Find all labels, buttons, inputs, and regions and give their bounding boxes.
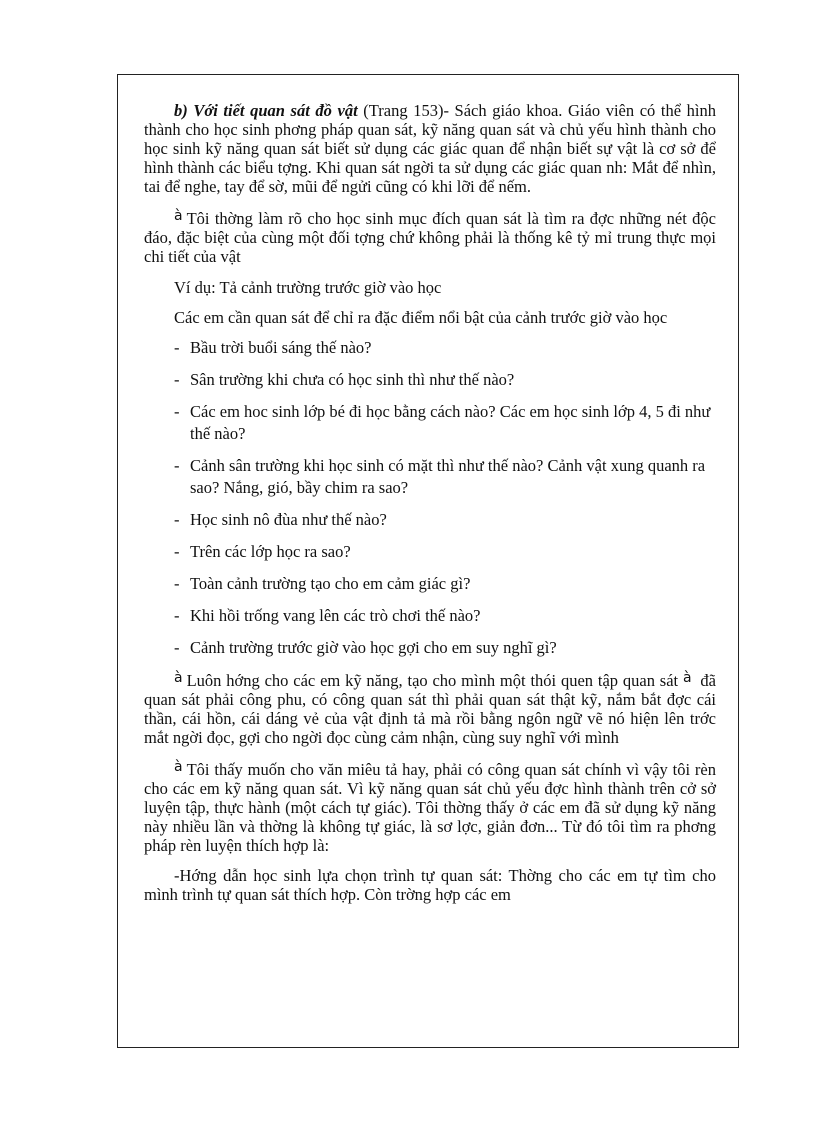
paragraph-method-text: Tôi thấy muốn cho văn miêu tả hay, phải có công quan sát chính vì vậy tôi rèn cho các em kỹ năng quan sát. Vì kỹ năng quan sát chủ yếu đợc hình thành trên cở sở luyện tập, thực hành (một cách tự giác). Tôi thờng thấy ở các em đã sử dụng kỹ năng này nhiều lần và thờng là không tự giác, là sơ lợc, giản đơn... Từ đó tôi tìm ra phơng pháp rèn luyện thích hợp là: [144,760,716,855]
list-item: - Cảnh sân trường khi học sinh có mặt thì như thế nào? Cảnh vật xung quanh ra sao? Nắng, gió, bầy chim ra sao? [174,456,706,497]
paragraph-purpose [144,207,716,266]
list-item: - Trên các lớp học ra sao? [174,542,351,561]
list-item: - Cảnh trường trước giờ vào học gợi cho em suy nghĩ gì? [174,638,557,657]
paragraph-purpose-text: Tôi thờng làm rõ cho học sinh mục đích quan sát là tìm ra đợc những nét độc đáo, đặc biệt của cùng một đối tợng chứ không phải là thống kê tỷ mỉ trung thực mọi chi tiết của vật [144,209,716,266]
list-item: - Các em hoc sinh lớp bé đi học bằng cách nào? Các em học sinh lớp 4, 5 đi như thế nào? [174,402,711,443]
arrow-marker-icon: à [174,208,183,224]
paragraph-intro [144,101,716,196]
page-frame [117,74,739,1048]
list-item: - Sân trường khi chưa có học sinh thì như thế nào? [174,370,515,389]
arrow-marker-icon: à [174,670,183,686]
paragraph-guide: -Hớng dẫn học sinh lựa chọn trình tự quan sát: Thờng cho các em tự tìm cho mình trình tự quan sát thích hợp. Còn trờng hợp các em [144,866,716,904]
arrow-marker-icon: à [682,670,692,686]
question-list [144,337,716,659]
document-body [144,101,716,915]
list-item: - Toàn cảnh trường tạo cho em cảm giác gì? [174,574,471,593]
list-item: - Học sinh nô đùa như thế nào? [174,510,387,529]
arrow-marker-icon: à [174,759,183,775]
section-heading: b) Với tiết quan sát đồ vật [174,101,358,120]
paragraph-observe: Các em cần quan sát để chỉ ra đặc điểm nổi bật của cảnh trước giờ vào học [174,308,668,327]
example-label: Ví dụ: Tả cảnh trường trước giờ vào học [174,278,442,297]
list-item: - Bầu trời buổi sáng thế nào? [174,338,372,357]
list-item: - Khi hồi trống vang lên các trò chơi thế nào? [174,606,481,625]
paragraph-intro-text: (Trang 153)- Sách giáo khoa. Giáo viên có thể hình thành cho học sinh phơng pháp quan sát, kỹ năng quan sát và chủ yếu hình thành cho học sinh kỹ năng quan sát biết sử dụng các giác quan để nhận biết sự vật là cơ sở để hình thành các biểu tợng. Khi quan sát ngời ta sử dụng các giác quan nh: Mắt để nhìn, tai để nghe, tay để sờ, mũi để ngửi cũng có khi lỡi để nếm. [144,101,717,196]
paragraph-method [144,758,716,855]
paragraph-habit: $^à$ Luôn hớng cho các em kỹ năng, tạo cho mình một thói quen tập quan sát $^à$ đã quan sát phải công phu, có công quan sát thì phải quan sát thật kỹ, nắm bắt đợc cái thần, cái hồn, cái dáng vẻ của vật định tả mà rồi bằng ngôn ngữ vẽ nó hiện lên trớc mắt ngời đọc, gợi cho ngời đọc cùng cảm nhận, cùng suy nghĩ với mình [144,670,716,747]
